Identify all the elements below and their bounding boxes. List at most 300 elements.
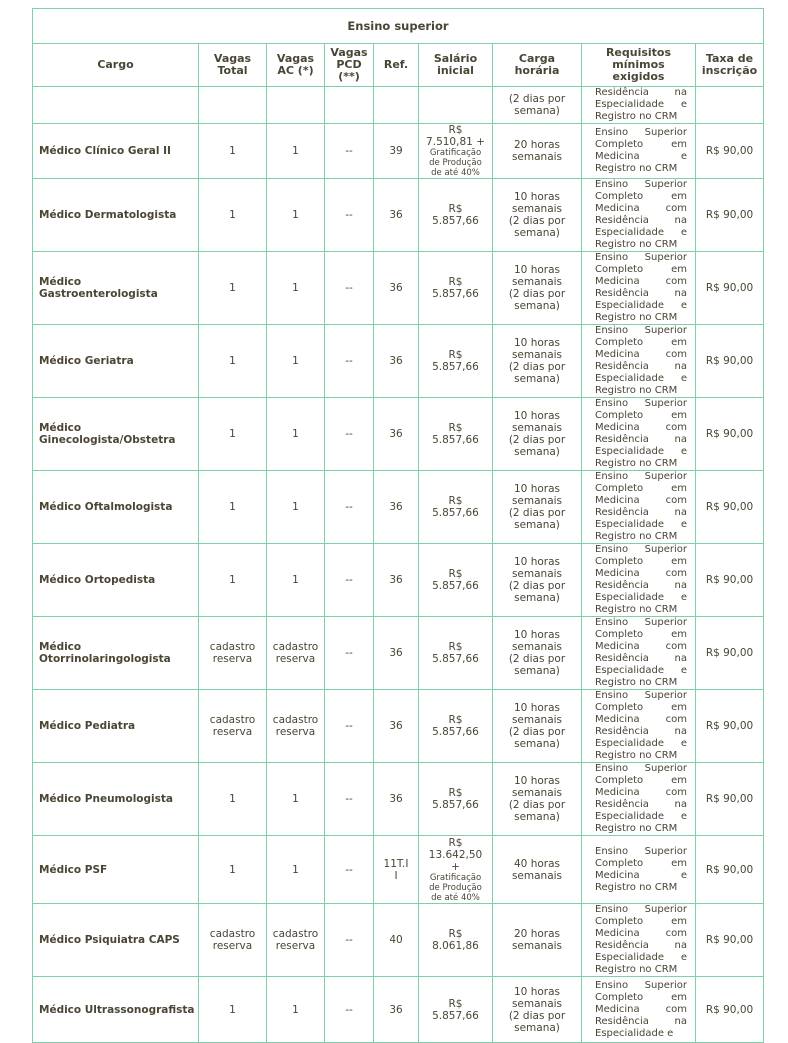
requirement-line: Registro no CRM bbox=[595, 385, 678, 396]
text-line: R$ bbox=[448, 422, 463, 434]
cell-vagas-total bbox=[199, 179, 267, 252]
text-line: semanais bbox=[511, 869, 563, 882]
text-line: semanais bbox=[511, 714, 563, 726]
cell-ref bbox=[374, 836, 419, 904]
text-line: (2 dias por bbox=[508, 1009, 566, 1022]
text-line: 1 bbox=[292, 145, 299, 157]
text-line: 1 bbox=[292, 282, 299, 294]
text-line: Médico Geriatra bbox=[39, 355, 134, 367]
requirement-line: Completo em bbox=[595, 916, 687, 927]
text-line: 5.857,66 bbox=[432, 726, 479, 738]
cell-ref bbox=[374, 977, 419, 1043]
cell-requisitos bbox=[582, 471, 696, 544]
requirement-line: Especialidade e bbox=[595, 665, 687, 676]
requirement-line: Medicina com bbox=[595, 928, 687, 939]
requirement-line: Medicina com bbox=[595, 714, 687, 725]
text-line: semanais bbox=[511, 997, 563, 1010]
header-vagas-total bbox=[199, 44, 267, 87]
cell-ref bbox=[374, 544, 419, 617]
cell-carga bbox=[493, 471, 582, 544]
cell-requisitos bbox=[582, 977, 696, 1043]
text-line: Médico Ortopedista bbox=[39, 574, 156, 586]
table-row bbox=[33, 398, 764, 471]
cell-requisitos bbox=[582, 690, 696, 763]
text-line: semanais bbox=[511, 203, 563, 215]
text-line: 11T.I bbox=[383, 857, 409, 870]
salary-note-line: de Produção bbox=[429, 882, 482, 893]
cell-taxa: R$ 90,00 bbox=[696, 836, 764, 904]
cell-salario bbox=[419, 124, 493, 179]
text-line: 1 bbox=[229, 355, 236, 367]
cell-vagas-ac bbox=[267, 763, 325, 836]
cell-taxa: R$ 90,00 bbox=[696, 325, 764, 398]
table-row bbox=[33, 977, 764, 1043]
cell-vagas-pcd: -- bbox=[325, 471, 374, 544]
text-line: 10 horas bbox=[514, 264, 560, 276]
table-row bbox=[33, 325, 764, 398]
text-line: 10 horas bbox=[514, 629, 560, 641]
requirement-line: Registro no CRM bbox=[595, 964, 678, 975]
text-line: inicial bbox=[437, 64, 474, 77]
requirement-line: Ensino Superior bbox=[595, 325, 687, 336]
cell-vagas-pcd: -- bbox=[325, 252, 374, 325]
text-line: (2 dias por bbox=[508, 726, 566, 738]
text-line: cadastro bbox=[272, 928, 319, 940]
cell-taxa: R$ 90,00 bbox=[696, 471, 764, 544]
text-line: Salário bbox=[433, 52, 478, 65]
requirement-line: Especialidade e bbox=[595, 227, 687, 238]
cell-vagas-pcd: -- bbox=[325, 544, 374, 617]
requirement-line: Registro no CRM bbox=[595, 604, 678, 615]
text-line: R$ bbox=[448, 714, 463, 726]
cell-vagas-total bbox=[199, 977, 267, 1043]
cell-carga bbox=[493, 904, 582, 977]
cell-vagas-ac bbox=[267, 544, 325, 617]
text-line: 36 bbox=[389, 574, 403, 586]
text-line: Médico Gastroenterologista bbox=[39, 276, 158, 300]
text-line: R$ bbox=[448, 928, 463, 940]
cell-vagas-pcd: -- bbox=[325, 690, 374, 763]
cell-salario bbox=[419, 763, 493, 836]
text-line: reserva bbox=[212, 653, 253, 665]
text-line: 1 bbox=[229, 574, 236, 586]
requirement-line: Medicina com bbox=[595, 641, 687, 652]
table-row bbox=[33, 763, 764, 836]
text-line: reserva bbox=[275, 726, 316, 738]
cell-vagas-ac bbox=[267, 617, 325, 690]
text-line: (**) bbox=[338, 70, 360, 83]
cell-vagas-pcd: -- bbox=[325, 904, 374, 977]
salary-note-line: de até 40% bbox=[431, 168, 480, 178]
cell-cargo bbox=[33, 544, 199, 617]
requirement-line: Completo em bbox=[595, 139, 687, 150]
header-requisitos bbox=[582, 44, 696, 87]
requirement-line: Residência na bbox=[595, 1015, 687, 1027]
cell-vagas-ac bbox=[267, 690, 325, 763]
text-line: semanais bbox=[511, 568, 563, 580]
cell-vagas-total bbox=[199, 471, 267, 544]
text-line: (2 dias por bbox=[508, 288, 566, 300]
requirement-line: Residência na bbox=[595, 434, 687, 445]
cell-salario bbox=[419, 252, 493, 325]
cell-salario bbox=[419, 471, 493, 544]
cell-taxa: R$ 90,00 bbox=[696, 398, 764, 471]
requirement-line: Ensino Superior bbox=[595, 763, 687, 774]
requirement-line: Residência na bbox=[595, 726, 687, 737]
text-line: Vagas bbox=[330, 46, 368, 59]
requirement-line: Completo em bbox=[595, 556, 687, 567]
cell-vagas-pcd: -- bbox=[325, 398, 374, 471]
cell-salario bbox=[419, 544, 493, 617]
text-line: + bbox=[451, 860, 460, 873]
cell-vagas-ac bbox=[267, 836, 325, 904]
header-salario bbox=[419, 44, 493, 87]
cell-taxa: R$ 90,00 bbox=[696, 544, 764, 617]
continuation-carga bbox=[493, 87, 582, 124]
text-line: cadastro bbox=[209, 714, 256, 726]
requirement-line: Registro no CRM bbox=[595, 458, 678, 469]
requirement-line: Especialidade e bbox=[595, 592, 687, 603]
requirement-line: Completo em bbox=[595, 775, 687, 786]
text-line: (2 dias por bbox=[508, 507, 566, 519]
text-line: Médico bbox=[39, 422, 82, 434]
cell-vagas-pcd: -- bbox=[325, 325, 374, 398]
requirement-line: Residência na bbox=[595, 653, 687, 664]
text-line: Médico bbox=[39, 641, 82, 653]
text-line: reserva bbox=[212, 726, 253, 738]
cell-requisitos bbox=[582, 252, 696, 325]
header-taxa bbox=[696, 44, 764, 87]
text-line: R$ bbox=[448, 568, 463, 580]
text-line: cadastro bbox=[272, 641, 319, 653]
text-line: R$ bbox=[448, 124, 463, 136]
cell-ref bbox=[374, 124, 419, 179]
cell-salario bbox=[419, 179, 493, 252]
text-line: semanais bbox=[511, 349, 563, 361]
text-line: 40 horas bbox=[514, 857, 560, 870]
cell-salario bbox=[419, 617, 493, 690]
requirement-line: Ensino Superior bbox=[595, 904, 687, 915]
text-line: Carga bbox=[518, 52, 556, 65]
text-line: Médico Ultrassonografista bbox=[39, 1003, 195, 1016]
table-row bbox=[33, 471, 764, 544]
table-row bbox=[33, 252, 764, 325]
header-vagas-ac bbox=[267, 44, 325, 87]
text-line: R$ bbox=[448, 276, 463, 288]
text-line: 36 bbox=[389, 501, 403, 513]
cell-ref bbox=[374, 252, 419, 325]
text-line: Taxa de bbox=[705, 52, 754, 65]
text-line: 1 bbox=[292, 501, 299, 513]
text-line: 1 bbox=[229, 501, 236, 513]
cell-salario bbox=[419, 836, 493, 904]
text-line: 5.857,66 bbox=[432, 799, 479, 811]
cell-vagas-total bbox=[199, 690, 267, 763]
text-line: Médico Psiquiatra CAPS bbox=[39, 934, 180, 946]
requirement-line: Medicina com bbox=[595, 787, 687, 798]
cell-vagas-ac bbox=[267, 471, 325, 544]
text-line: semana) bbox=[514, 665, 560, 677]
text-line: 5.857,66 bbox=[432, 288, 479, 300]
requirement-line: Residência na bbox=[595, 940, 687, 951]
text-line: 5.857,66 bbox=[432, 1009, 479, 1022]
text-line: 36 bbox=[389, 209, 403, 221]
requirement-line: Especialidade e bbox=[595, 1027, 674, 1039]
text-line: cadastro bbox=[272, 714, 319, 726]
cell-salario bbox=[419, 904, 493, 977]
cell-requisitos bbox=[582, 179, 696, 252]
requirement-line: Especialidade e bbox=[595, 952, 687, 963]
text-line: semana) bbox=[514, 446, 560, 458]
requirement-line: Registro no CRM bbox=[595, 823, 678, 834]
text-line: 1 bbox=[229, 209, 236, 221]
text-line: 5.857,66 bbox=[432, 580, 479, 592]
text-line: 1 bbox=[292, 355, 299, 367]
requirement-line: Medicina com bbox=[595, 276, 687, 287]
requirement-line: Especialidade e bbox=[595, 519, 687, 530]
requirement-line: Especialidade e bbox=[595, 99, 687, 110]
cell-vagas-ac bbox=[267, 124, 325, 179]
text-line: (2 dias por bbox=[508, 580, 566, 592]
requirement-line: Completo em bbox=[595, 629, 687, 640]
text-line: semanais bbox=[511, 940, 563, 952]
text-line: 1 bbox=[292, 863, 299, 876]
text-line: 5.857,66 bbox=[432, 507, 479, 519]
cell-vagas-total bbox=[199, 325, 267, 398]
cell-ref bbox=[374, 471, 419, 544]
text-line: semanais bbox=[511, 422, 563, 434]
cell-ref bbox=[374, 690, 419, 763]
requirement-line: Medicina com bbox=[595, 1003, 687, 1015]
text-line: Requisitos bbox=[605, 46, 672, 59]
text-line: AC (*) bbox=[277, 64, 314, 77]
cell-cargo bbox=[33, 325, 199, 398]
requirement-line: Ensino Superior bbox=[595, 690, 687, 701]
requirement-line: Ensino Superior bbox=[595, 544, 687, 555]
text-line: 1 bbox=[229, 428, 236, 440]
text-line: 36 bbox=[389, 720, 403, 732]
cell-cargo bbox=[33, 690, 199, 763]
cell-taxa: R$ 90,00 bbox=[696, 252, 764, 325]
cell-salario bbox=[419, 325, 493, 398]
cell-vagas-ac bbox=[267, 325, 325, 398]
cell-taxa: R$ 90,00 bbox=[696, 179, 764, 252]
text-line: 5.857,66 bbox=[432, 215, 479, 227]
requirement-line: Registro no CRM bbox=[595, 163, 678, 174]
cell-ref bbox=[374, 617, 419, 690]
table-row bbox=[33, 904, 764, 977]
text-line: 1 bbox=[292, 428, 299, 440]
cell-taxa: R$ 90,00 bbox=[696, 617, 764, 690]
cell-cargo bbox=[33, 124, 199, 179]
cell-carga bbox=[493, 124, 582, 179]
header-ref: Ref. bbox=[374, 44, 419, 87]
text-line: R$ bbox=[448, 836, 463, 849]
cell-vagas-pcd: -- bbox=[325, 977, 374, 1043]
text-line: 39 bbox=[389, 145, 403, 157]
salary-note-line: de até 40% bbox=[431, 892, 480, 903]
text-line: (2 dias por bbox=[508, 434, 566, 446]
text-line: 10 horas bbox=[514, 410, 560, 422]
text-line: (2 dias por bbox=[508, 653, 566, 665]
text-line: 1 bbox=[292, 209, 299, 221]
cell-vagas-total bbox=[199, 544, 267, 617]
cell-carga bbox=[493, 763, 582, 836]
requirement-line: Completo em bbox=[595, 702, 687, 713]
cell-carga bbox=[493, 325, 582, 398]
cell-carga bbox=[493, 836, 582, 904]
cell-carga bbox=[493, 252, 582, 325]
header-carga bbox=[493, 44, 582, 87]
requirement-line: Especialidade e bbox=[595, 446, 687, 457]
text-line: 10 horas bbox=[514, 191, 560, 203]
cell-requisitos bbox=[582, 124, 696, 179]
cell-requisitos bbox=[582, 544, 696, 617]
text-line: mínimos bbox=[612, 58, 665, 71]
cell-cargo bbox=[33, 617, 199, 690]
requirement-line: Residência na bbox=[595, 215, 687, 226]
text-line: 13.642,50 bbox=[428, 848, 483, 861]
table-row bbox=[33, 617, 764, 690]
text-line: Médico Pediatra bbox=[39, 720, 136, 732]
cell-requisitos bbox=[582, 904, 696, 977]
text-line: cadastro bbox=[209, 928, 256, 940]
text-line: semana) bbox=[514, 373, 560, 385]
requirement-line: Ensino Superior bbox=[595, 398, 687, 409]
text-line: Médico Oftalmologista bbox=[39, 501, 173, 513]
cell-cargo bbox=[33, 904, 199, 977]
cell-requisitos bbox=[582, 617, 696, 690]
cell-vagas-ac bbox=[267, 398, 325, 471]
requirement-line: Medicina com bbox=[595, 349, 687, 360]
cell-ref bbox=[374, 398, 419, 471]
cell-cargo bbox=[33, 179, 199, 252]
text-line: Vagas bbox=[213, 52, 252, 65]
text-line: R$ bbox=[448, 787, 463, 799]
cell-vagas-ac bbox=[267, 252, 325, 325]
requirement-line: Residência na bbox=[595, 799, 687, 810]
text-line: semanais bbox=[511, 787, 563, 799]
cell-cargo bbox=[33, 398, 199, 471]
text-line: cadastro bbox=[209, 641, 256, 653]
cell-salario bbox=[419, 690, 493, 763]
text-line: 10 horas bbox=[514, 775, 560, 787]
text-line: Médico Clínico Geral II bbox=[39, 145, 171, 157]
requirement-line: Registro no CRM bbox=[595, 750, 678, 761]
text-line: 20 horas bbox=[514, 139, 560, 151]
text-line: semana) bbox=[514, 227, 560, 239]
text-line: 5.857,66 bbox=[432, 653, 479, 665]
cell-carga bbox=[493, 977, 582, 1043]
requirement-line: Residência na bbox=[595, 87, 687, 98]
requirement-line: Especialidade e bbox=[595, 300, 687, 311]
cell-vagas-pcd: -- bbox=[325, 836, 374, 904]
text-line: semana) bbox=[514, 592, 560, 604]
cell-ref bbox=[374, 763, 419, 836]
text-line: 1 bbox=[229, 1003, 236, 1016]
requirement-line: Registro no CRM bbox=[595, 239, 678, 250]
continuation-row bbox=[33, 87, 764, 124]
text-line: exigidos bbox=[612, 70, 665, 83]
text-line: 40 bbox=[389, 934, 403, 946]
requirement-line: Registro no CRM bbox=[595, 881, 678, 893]
cell-salario bbox=[419, 398, 493, 471]
requirement-line: Ensino Superior bbox=[595, 179, 687, 190]
text-line: 7.510,81 + bbox=[426, 136, 485, 148]
text-line: semana) bbox=[514, 519, 560, 531]
cell-vagas-total bbox=[199, 398, 267, 471]
cell-vagas-total bbox=[199, 124, 267, 179]
text-line: R$ bbox=[448, 203, 463, 215]
cell-ref bbox=[374, 904, 419, 977]
text-line: 1 bbox=[229, 863, 236, 876]
requirement-line: Especialidade e bbox=[595, 738, 687, 749]
cell-ref bbox=[374, 325, 419, 398]
text-line: 1 bbox=[292, 793, 299, 805]
requirement-line: Medicina com bbox=[595, 422, 687, 433]
text-line: PCD bbox=[336, 58, 362, 71]
requirement-line: Registro no CRM bbox=[595, 312, 678, 323]
requirement-line: Registro no CRM bbox=[595, 111, 678, 122]
cell-taxa: R$ 90,00 bbox=[696, 124, 764, 179]
text-line: (2 dias por bbox=[508, 799, 566, 811]
text-line: semanais bbox=[511, 151, 563, 163]
cell-requisitos bbox=[582, 763, 696, 836]
text-line: semana) bbox=[514, 811, 560, 823]
requirement-line: Completo em bbox=[595, 857, 687, 869]
requirement-line: Registro no CRM bbox=[595, 677, 678, 688]
cell-salario bbox=[419, 977, 493, 1043]
cell-vagas-total bbox=[199, 904, 267, 977]
salary-note-line: Gratificação bbox=[429, 872, 482, 883]
text-line: 36 bbox=[389, 428, 403, 440]
text-line: semanais bbox=[511, 495, 563, 507]
table-row bbox=[33, 836, 764, 904]
text-line: Ginecologista/Obstetra bbox=[39, 434, 176, 446]
text-line: reserva bbox=[275, 653, 316, 665]
text-line: Médico Dermatologista bbox=[39, 209, 177, 221]
text-line: semana) bbox=[514, 300, 560, 312]
header-cargo: Cargo bbox=[33, 44, 199, 87]
text-line: semana) bbox=[514, 105, 560, 117]
text-line: semanais bbox=[511, 276, 563, 288]
text-line: inscrição bbox=[701, 64, 758, 77]
salary-note-line: de Produção bbox=[429, 158, 482, 168]
text-line: R$ bbox=[448, 997, 463, 1010]
cell-cargo bbox=[33, 763, 199, 836]
requirement-line: Completo em bbox=[595, 264, 687, 275]
requirement-line: Medicina com bbox=[595, 568, 687, 579]
text-line: R$ bbox=[448, 349, 463, 361]
cell-requisitos bbox=[582, 398, 696, 471]
cell-requisitos bbox=[582, 836, 696, 904]
cell-taxa: R$ 90,00 bbox=[696, 977, 764, 1043]
requirement-line: Medicina e bbox=[595, 869, 687, 881]
table-row bbox=[33, 690, 764, 763]
requirement-line: Medicina e bbox=[595, 151, 687, 162]
text-line: Vagas bbox=[276, 52, 315, 65]
requirement-line: Residência na bbox=[595, 507, 687, 518]
cell-vagas-total bbox=[199, 252, 267, 325]
text-line: semanais bbox=[511, 641, 563, 653]
text-line: (2 dias por bbox=[508, 361, 566, 373]
cell-vagas-ac bbox=[267, 904, 325, 977]
requirement-line: Residência na bbox=[595, 580, 687, 591]
cell-taxa: R$ 90,00 bbox=[696, 904, 764, 977]
document-page bbox=[32, 8, 763, 1043]
text-line: Total bbox=[217, 64, 248, 77]
vacancies-table bbox=[32, 8, 764, 1043]
